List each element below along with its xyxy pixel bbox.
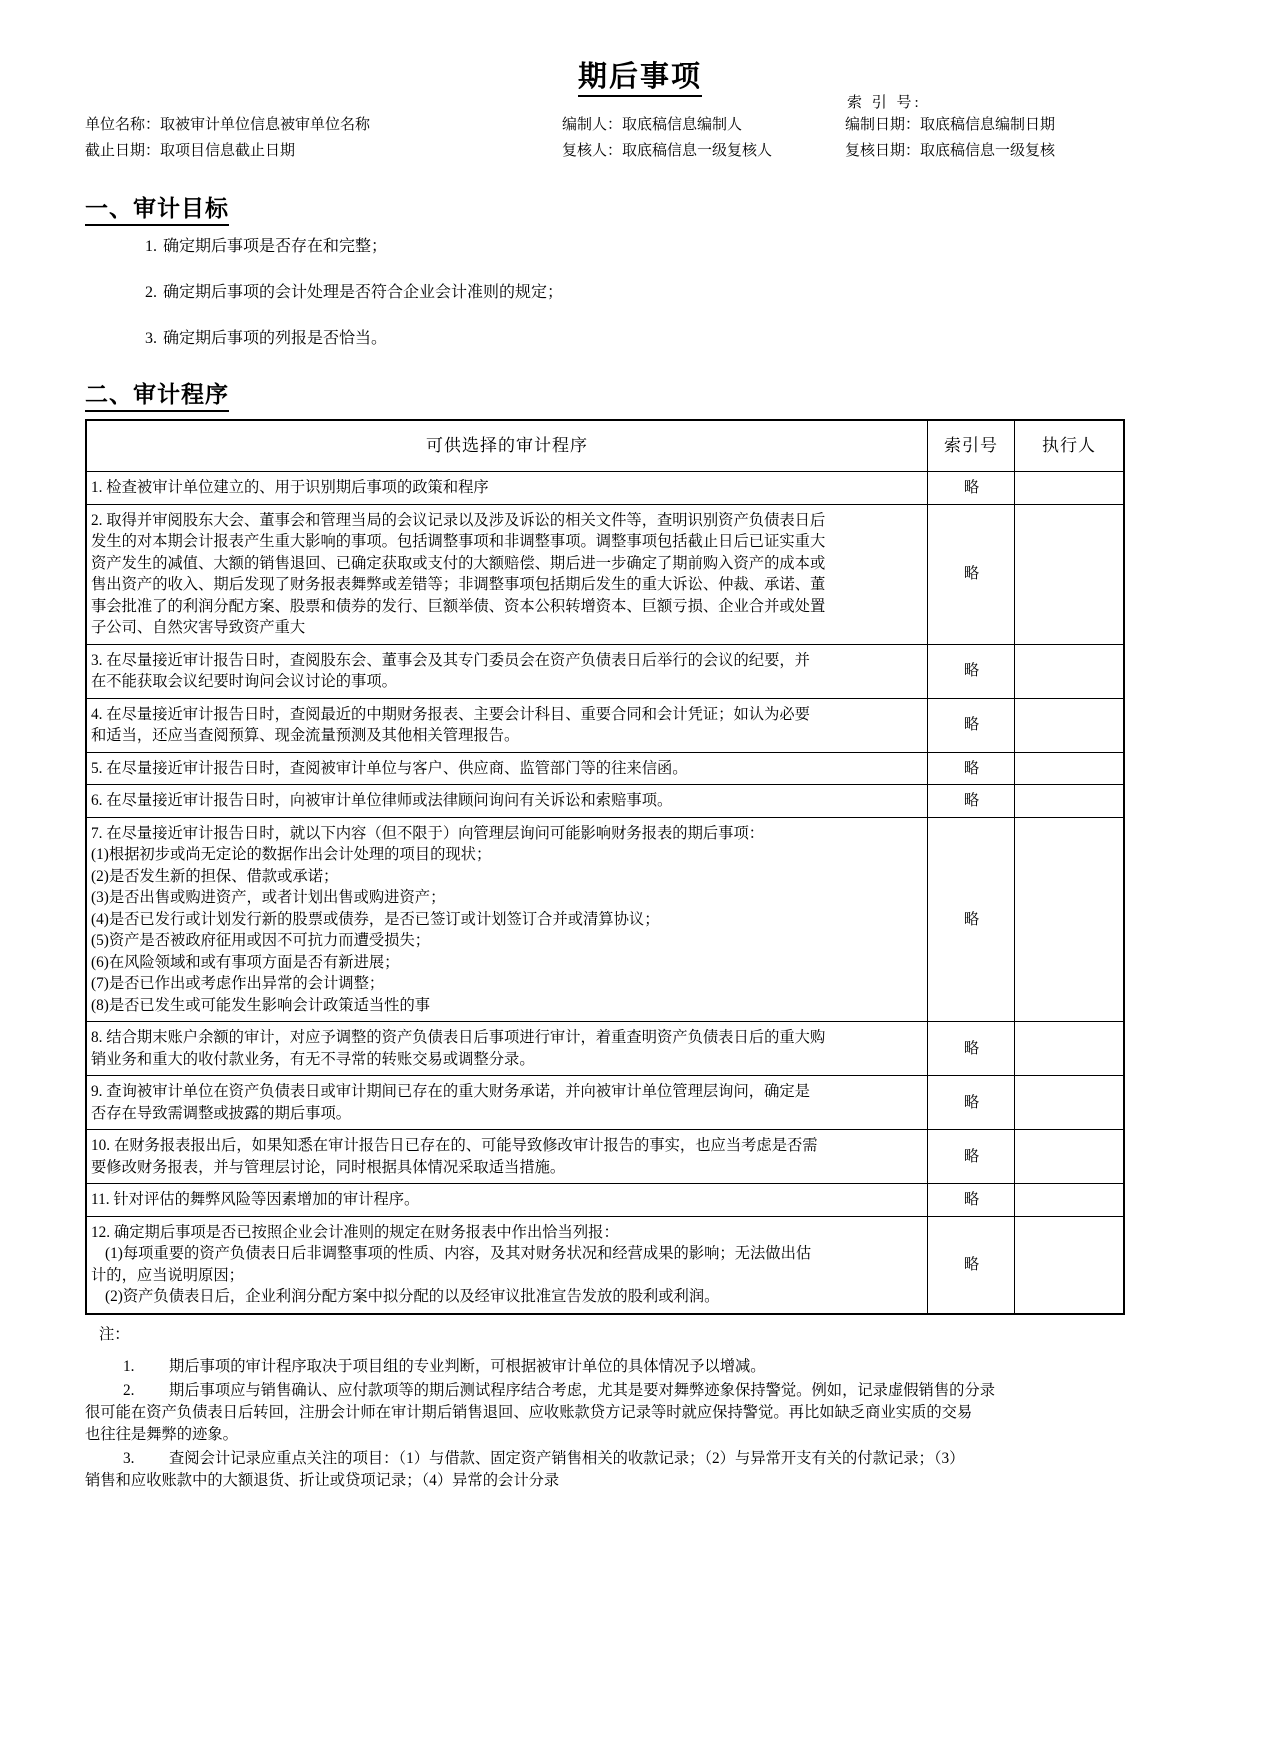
procedure-line: (6)在风险领域和或有事项方面是否有新进展； (91, 953, 400, 971)
index-number-label: 索 引 号: (847, 95, 922, 111)
objective-text: 确定期后事项是否存在和完整； (163, 238, 388, 255)
unit-name-field: 单位名称：取被审计单位信息被审单位名称 (85, 117, 371, 133)
index-cell[interactable]: 略 (928, 1022, 1015, 1076)
note-item (85, 1356, 1195, 1378)
procedure-line: 7. 在尽量接近审计报告日时，就以下内容（但不限于）向管理层询问可能影响财务报表的期后事项： (91, 824, 765, 842)
procedure-line: (3)是否出售或购进资产，或者计划出售或购进资产； (91, 889, 446, 906)
procedure-line: 12. 确定期后事项是否已按照企业会计准则的规定在财务报表中作出恰当列报： (91, 1223, 619, 1241)
index-cell[interactable]: 略 (928, 1076, 1015, 1130)
section-one-title: 一、审计目标 (85, 190, 229, 226)
table-body (86, 472, 1124, 1314)
table-row (86, 785, 1124, 818)
procedure-cell (86, 1022, 928, 1076)
index-cell[interactable]: 略 (928, 817, 1015, 1022)
procedure-line: (2)资产负债表日后，企业利润分配方案中拟分配的以及经审议批准宣告发放的股利或利润。 (105, 1288, 720, 1305)
column-header-index: 索引号 (928, 420, 1015, 472)
procedure-line: 4. 在尽量接近审计报告日时，查阅最近的中期财务报表、主要会计科目、重要合同和会计凭证；如认为必要 (91, 705, 810, 723)
table-row (86, 1184, 1124, 1217)
section-two-title: 二、审计程序 (85, 376, 229, 412)
meta-row-1 (85, 112, 1195, 138)
procedure-line: 子公司、自然灾害导致资产重大 (91, 619, 306, 636)
review-date-field: 复核日期：取底稿信息一级复核 (845, 143, 1056, 159)
procedure-line: (1)每项重要的资产负债表日后非调整事项的性质、内容，及其对财务状况和经营成果的影响；无法做出估 (105, 1245, 812, 1262)
table-row (86, 644, 1124, 698)
note-text: 很可能在资产负债表日后转回，注册会计师在审计期后销售退回、应收账款贷方记录等时就应保持警觉。再比如缺乏商业实质的交易 (85, 1403, 973, 1421)
executor-cell[interactable] (1015, 1184, 1125, 1217)
note-line (85, 1402, 1195, 1424)
executor-cell[interactable] (1015, 1076, 1125, 1130)
objective-text: 确定期后事项的列报是否恰当。 (163, 330, 388, 347)
executor-cell[interactable] (1015, 817, 1125, 1022)
note-text: 期后事项的审计程序取决于项目组的专业判断，可根据被审计单位的具体情况予以增减。 (169, 1357, 766, 1375)
note-text: 销售和应收账款中的大额退货、折让或贷项记录；（4）异常的会计分录 (85, 1471, 560, 1489)
page-title (85, 54, 1195, 98)
procedure-line: (1)根据初步或尚无定论的数据作出会计处理的项目的现状； (91, 846, 492, 863)
audit-procedure-table (85, 419, 1125, 1315)
procedure-cell (86, 644, 928, 698)
section-heading-audit-objective (85, 190, 1195, 226)
executor-cell[interactable] (1015, 644, 1125, 698)
executor-cell[interactable] (1015, 698, 1125, 752)
objective-number: 2. (145, 284, 157, 301)
executor-cell[interactable] (1015, 1022, 1125, 1076)
objective-number: 3. (145, 330, 157, 347)
executor-cell[interactable] (1015, 472, 1125, 505)
table-row (86, 504, 1124, 644)
list-item (85, 282, 1195, 304)
note-text: 查阅会计记录应重点关注的项目：（1）与借款、固定资产销售相关的收款记录；（2）与异常开支有关的付款记录；（3） (169, 1449, 965, 1467)
executor-cell[interactable] (1015, 1216, 1125, 1314)
notes-body (85, 1356, 1195, 1492)
procedure-cell (86, 1130, 928, 1184)
list-item (85, 236, 1195, 258)
table-row (86, 472, 1124, 505)
index-cell[interactable]: 略 (928, 504, 1015, 644)
procedure-cell (86, 1216, 928, 1314)
objective-number: 1. (145, 238, 157, 255)
procedure-line: (4)是否已发行或计划发行新的股票或债券，是否已签订或计划签订合并或清算协议； (91, 910, 660, 928)
procedure-line: 资产发生的减值、大额的销售退回、已确定获取或支付的大额赔偿、期后进一步确定了期前购入资产的成本或 (91, 554, 826, 572)
table-row (86, 698, 1124, 752)
executor-cell[interactable] (1015, 504, 1125, 644)
note-text: 期后事项应与销售确认、应付款项等的期后测试程序结合考虑，尤其是要对舞弊迹象保持警觉。例如，记录虚假销售的分录 (169, 1381, 996, 1399)
table-header-row (86, 420, 1124, 472)
executor-cell[interactable] (1015, 785, 1125, 818)
procedure-line: (8)是否已发生或可能发生影响会计政策适当性的事 (91, 996, 431, 1014)
procedure-cell (86, 817, 928, 1022)
procedure-line: (2)是否发生新的担保、借款或承诺； (91, 867, 339, 885)
objective-text: 确定期后事项的会计处理是否符合企业会计准则的规定； (163, 284, 564, 301)
note-number: 3. (123, 1449, 135, 1467)
procedure-line: 1. 检查被审计单位建立的、用于识别期后事项的政策和程序 (91, 479, 489, 496)
table-row (86, 1130, 1124, 1184)
header-meta (85, 95, 1195, 164)
procedure-cell (86, 504, 928, 644)
procedure-cell (86, 1184, 928, 1217)
procedure-line: 8. 结合期末账户余额的审计，对应予调整的资产负债表日后事项进行审计，着重查明资产负债表日后的重大购 (91, 1029, 826, 1046)
table-row (86, 817, 1124, 1022)
note-number: 1. (123, 1357, 135, 1375)
table-row (86, 1076, 1124, 1130)
procedure-cell (86, 472, 928, 505)
procedure-line: (5)资产是否被政府征用或因不可抗力而遭受损失； (91, 932, 431, 949)
note-number: 2. (123, 1381, 135, 1399)
procedure-line: 3. 在尽量接近审计报告日时，查阅股东会、董事会及其专门委员会在资产负债表日后举行的会议的纪要，并 (91, 651, 810, 669)
procedure-line: 9. 查询被审计单位在资产负债表日或审计期间已存在的重大财务承诺，并向被审计单位管理层询问，确定是 (91, 1083, 810, 1100)
index-cell[interactable]: 略 (928, 752, 1015, 785)
preparer-field: 编制人：取底稿信息编制人 (562, 117, 743, 133)
page-title-text: 期后事项 (578, 61, 702, 97)
prepare-date-field: 编制日期：取底稿信息编制日期 (845, 117, 1056, 133)
meta-row-2 (85, 138, 1195, 164)
procedure-line: 售出资产的收入、期后发现了财务报表舞弊或差错等；非调整事项包括期后发生的重大诉讼、仲裁、承诺、董 (91, 576, 826, 593)
column-header-procedure: 可供选择的审计程序 (86, 420, 928, 472)
procedure-line: 和适当，还应当查阅预算、现金流量预测及其他相关管理报告。 (91, 727, 520, 744)
note-item (85, 1448, 1195, 1492)
reviewer-field: 复核人：取底稿信息一级复核人 (562, 143, 773, 159)
section-heading-audit-procedure (85, 376, 1195, 412)
notes-title: 注： (99, 1325, 130, 1343)
note-text: 也往往是舞弊的迹象。 (85, 1425, 238, 1443)
index-cell[interactable]: 略 (928, 1130, 1015, 1184)
procedure-line: 10. 在财务报表报出后，如果知悉在审计报告日已存在的、可能导致修改审计报告的事实，也应当考虑是否需 (91, 1137, 818, 1154)
procedure-line: 发生的对本期会计报表产生重大影响的事项。包括调整事项和非调整事项。调整事项包括截止日后已证实重大 (91, 533, 826, 550)
index-cell[interactable]: 略 (928, 785, 1015, 818)
list-item (85, 328, 1195, 350)
procedure-cell (86, 1076, 928, 1130)
table-row (86, 1022, 1124, 1076)
procedure-cell (86, 785, 928, 818)
procedure-line: 6. 在尽量接近审计报告日时，向被审计单位律师或法律顾问询问有关诉讼和索赔事项。 (91, 792, 673, 809)
index-cell[interactable]: 略 (928, 1216, 1015, 1314)
note-line (85, 1356, 1195, 1378)
table-head (86, 420, 1124, 472)
procedure-cell (86, 698, 928, 752)
column-header-executor: 执行人 (1015, 420, 1125, 472)
procedure-line: 销业务和重大的收付款业务，有无不寻常的转账交易或调整分录。 (91, 1050, 535, 1068)
note-line (85, 1470, 1195, 1492)
table-row (86, 752, 1124, 785)
index-cell[interactable]: 略 (928, 1184, 1015, 1217)
procedure-line: 5. 在尽量接近审计报告日时，查阅被审计单位与客户、供应商、监管部门等的往来信函。 (91, 759, 688, 777)
procedure-line: 计的，应当说明原因； (91, 1266, 244, 1284)
note-line (85, 1448, 1195, 1470)
procedure-line: 2. 取得并审阅股东大会、董事会和管理当局的会议记录以及涉及诉讼的相关文件等，查明识别资产负债表日后 (91, 511, 826, 529)
procedure-cell (86, 752, 928, 785)
cutoff-date-field: 截止日期：取项目信息截止日期 (85, 143, 296, 159)
procedure-line: (7)是否已作出或考虑作出异常的会计调整； (91, 975, 385, 992)
note-line (85, 1424, 1195, 1446)
note-line (85, 1380, 1195, 1402)
procedure-line: 否存在导致需调整或披露的期后事项。 (91, 1104, 352, 1122)
procedure-line: 要修改财务报表，并与管理层讨论，同时根据具体情况采取适当措施。 (91, 1158, 566, 1176)
notes-section (85, 1324, 1195, 1492)
index-cell[interactable]: 略 (928, 644, 1015, 698)
index-cell[interactable]: 略 (928, 698, 1015, 752)
executor-cell[interactable] (1015, 1130, 1125, 1184)
procedure-line: 11. 针对评估的舞弊风险等因素增加的审计程序。 (91, 1191, 420, 1208)
procedure-line: 在不能获取会议纪要时询问会议讨论的事项。 (91, 673, 397, 690)
procedure-line: 事会批准了的利润分配方案、股票和债券的发行、巨额举债、资本公积转增资本、巨额亏损、企业合并或处置 (91, 597, 826, 615)
executor-cell[interactable] (1015, 752, 1125, 785)
audit-objective-list (85, 236, 1195, 350)
table-row (86, 1216, 1124, 1314)
index-cell[interactable]: 略 (928, 472, 1015, 505)
note-item (85, 1380, 1195, 1446)
